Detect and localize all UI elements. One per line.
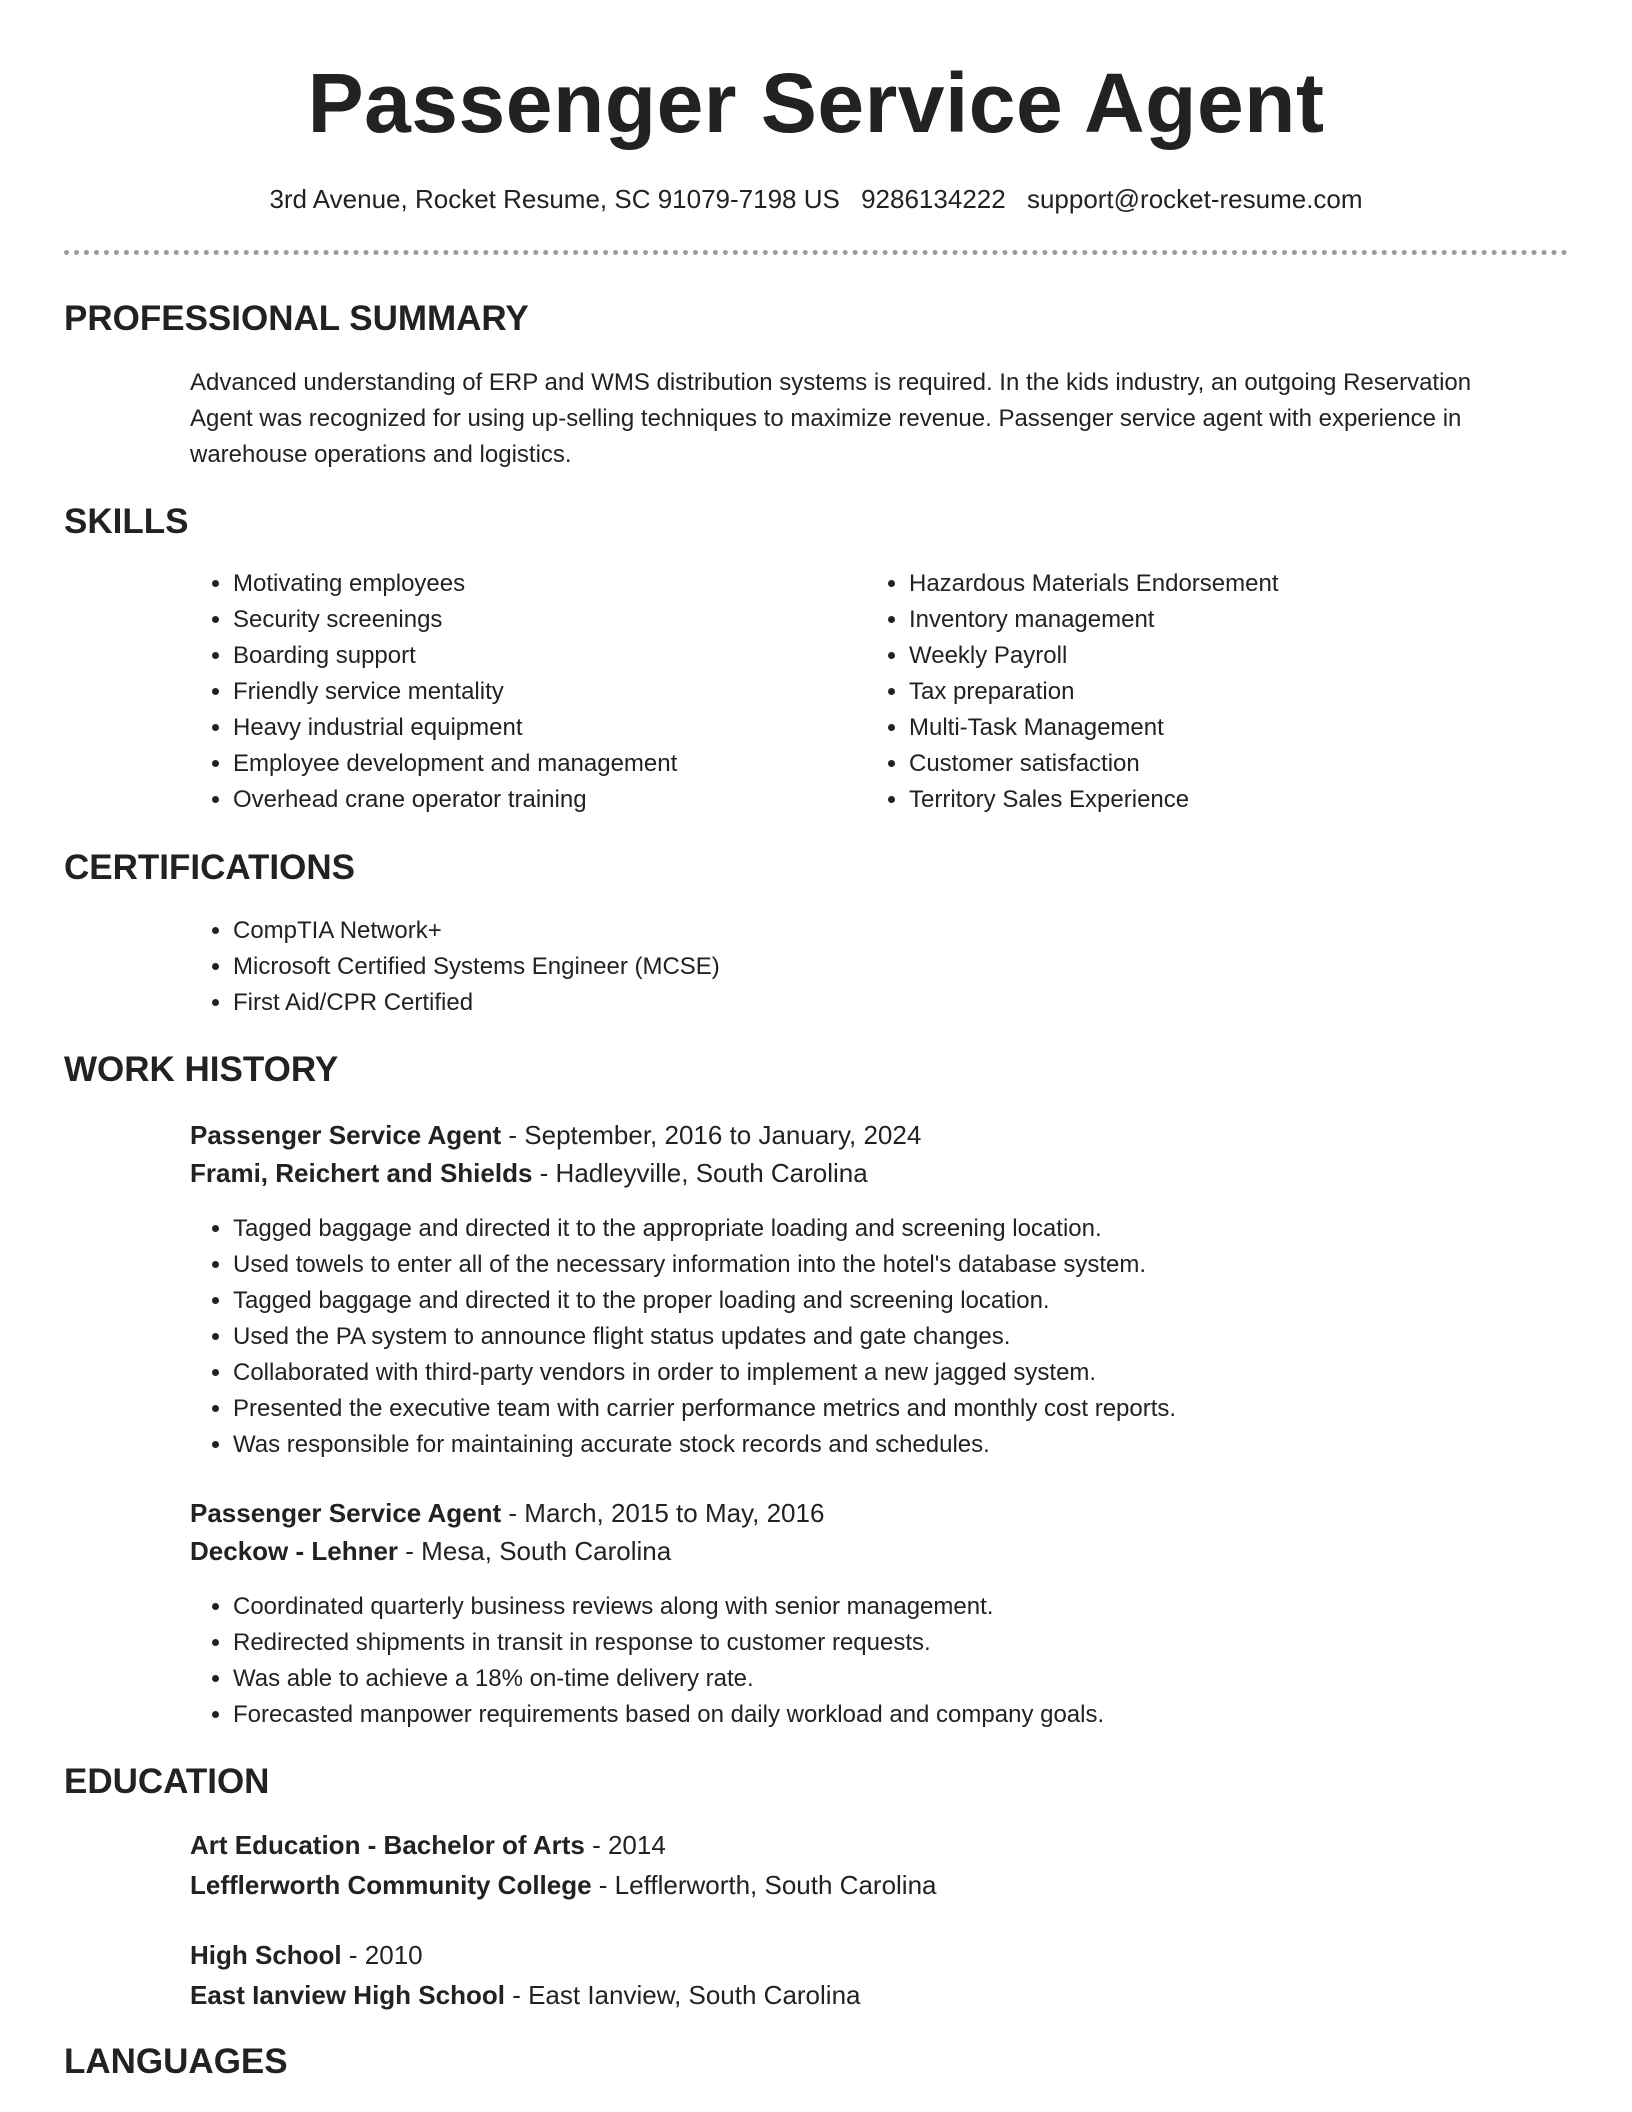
skill-item: • Multi-Task Management bbox=[909, 710, 1279, 746]
section-title-skills: SKILLS bbox=[64, 502, 189, 541]
certification-item: • CompTIA Network+ bbox=[233, 913, 720, 949]
job-company: Deckow - Lehner bbox=[190, 1536, 399, 1566]
skill-item: • Territory Sales Experience bbox=[909, 782, 1279, 818]
job-bullet: • Collaborated with third-party vendors in order to implement a new jagged system. bbox=[233, 1355, 1176, 1391]
job-title-line bbox=[190, 1116, 921, 1154]
job-bullet: • Was able to achieve a 18% on-time delivery rate. bbox=[233, 1661, 1104, 1697]
summary-line: Agent was recognized for using up-selling techniques to maximize revenue. Passenger service agent with experience in bbox=[190, 405, 1462, 432]
certification-item: • Microsoft Certified Systems Engineer (MCSE) bbox=[233, 949, 720, 985]
skill-item: • Employee development and management bbox=[233, 746, 677, 782]
contact-phone: 9286134222 bbox=[861, 184, 1006, 214]
job-title-line bbox=[190, 1494, 824, 1532]
job-dates: - March, 2015 to May, 2016 bbox=[501, 1498, 825, 1528]
candidate-name: Passenger Service Agent bbox=[307, 56, 1325, 150]
skill-item: • Friendly service mentality bbox=[233, 674, 677, 710]
contact-line bbox=[0, 184, 1632, 215]
job-bullet: • Presented the executive team with carrier performance metrics and monthly cost reports. bbox=[233, 1391, 1176, 1427]
skill-item: • Weekly Payroll bbox=[909, 638, 1279, 674]
job-company-line bbox=[190, 1154, 868, 1192]
section-title-work-history: WORK HISTORY bbox=[64, 1050, 339, 1089]
section-title-languages: LANGUAGES bbox=[64, 2042, 288, 2081]
education-degree-line bbox=[190, 1936, 423, 1974]
job-location: - Mesa, South Carolina bbox=[398, 1536, 672, 1566]
header-divider bbox=[64, 250, 1568, 255]
contact-email: support@rocket-resume.com bbox=[1026, 184, 1363, 214]
summary-line: warehouse operations and logistics. bbox=[190, 441, 572, 468]
education-school: East Ianview High School bbox=[190, 1980, 505, 2010]
education-school-line bbox=[190, 1866, 937, 1904]
job-company-line bbox=[190, 1532, 671, 1570]
summary-line: Advanced understanding of ERP and WMS distribution systems is required. In the kids industry, an outgoing Reservation bbox=[190, 369, 1472, 396]
skills-list-right bbox=[866, 566, 1279, 818]
education-school-line bbox=[190, 1976, 861, 2014]
skill-item: • Heavy industrial equipment bbox=[233, 710, 677, 746]
job-bullet: • Used the PA system to announce flight status updates and gate changes. bbox=[233, 1319, 1176, 1355]
job-bullet: • Redirected shipments in transit in response to customer requests. bbox=[233, 1625, 1104, 1661]
certification-item: • First Aid/CPR Certified bbox=[233, 985, 720, 1021]
skill-item: • Security screenings bbox=[233, 602, 677, 638]
section-title-education: EDUCATION bbox=[64, 1762, 270, 1801]
education-year: - 2010 bbox=[341, 1940, 423, 1970]
summary-text bbox=[190, 365, 1530, 473]
job-bullet: • Coordinated quarterly business reviews along with senior management. bbox=[233, 1589, 1104, 1625]
job-bullet: • Tagged baggage and directed it to the appropriate loading and screening location. bbox=[233, 1211, 1176, 1247]
job-bullet: • Tagged baggage and directed it to the proper loading and screening location. bbox=[233, 1283, 1176, 1319]
skill-item: • Inventory management bbox=[909, 602, 1279, 638]
education-location: - East Ianview, South Carolina bbox=[504, 1980, 861, 2010]
education-year: - 2014 bbox=[584, 1830, 666, 1860]
skill-item: • Overhead crane operator training bbox=[233, 782, 677, 818]
job-company: Frami, Reichert and Shields bbox=[190, 1158, 533, 1188]
skill-item: • Customer satisfaction bbox=[909, 746, 1279, 782]
certifications-list bbox=[190, 913, 720, 1021]
job-location: - Hadleyville, South Carolina bbox=[532, 1158, 868, 1188]
section-title-certifications: CERTIFICATIONS bbox=[64, 848, 356, 887]
skill-item: • Motivating employees bbox=[233, 566, 677, 602]
skill-item: • Hazardous Materials Endorsement bbox=[909, 566, 1279, 602]
job-bullets bbox=[190, 1211, 1176, 1463]
contact-address: 3rd Avenue, Rocket Resume, SC 91079-7198 US bbox=[269, 184, 840, 214]
job-bullet: • Was responsible for maintaining accurate stock records and schedules. bbox=[233, 1427, 1176, 1463]
education-school: Lefflerworth Community College bbox=[190, 1870, 592, 1900]
education-degree: High School bbox=[190, 1940, 342, 1970]
job-bullet: • Used towels to enter all of the necessary information into the hotel's database system. bbox=[233, 1247, 1176, 1283]
section-title-summary: PROFESSIONAL SUMMARY bbox=[64, 299, 529, 338]
education-degree-line bbox=[190, 1826, 666, 1864]
skills-list-left bbox=[190, 566, 677, 818]
job-bullet: • Forecasted manpower requirements based on daily workload and company goals. bbox=[233, 1697, 1104, 1733]
education-location: - Lefflerworth, South Carolina bbox=[591, 1870, 937, 1900]
job-title: Passenger Service Agent bbox=[190, 1120, 502, 1150]
skill-item: • Tax preparation bbox=[909, 674, 1279, 710]
job-title: Passenger Service Agent bbox=[190, 1498, 502, 1528]
education-degree: Art Education - Bachelor of Arts bbox=[190, 1830, 585, 1860]
skill-item: • Boarding support bbox=[233, 638, 677, 674]
job-bullets bbox=[190, 1589, 1104, 1733]
job-dates: - September, 2016 to January, 2024 bbox=[501, 1120, 922, 1150]
